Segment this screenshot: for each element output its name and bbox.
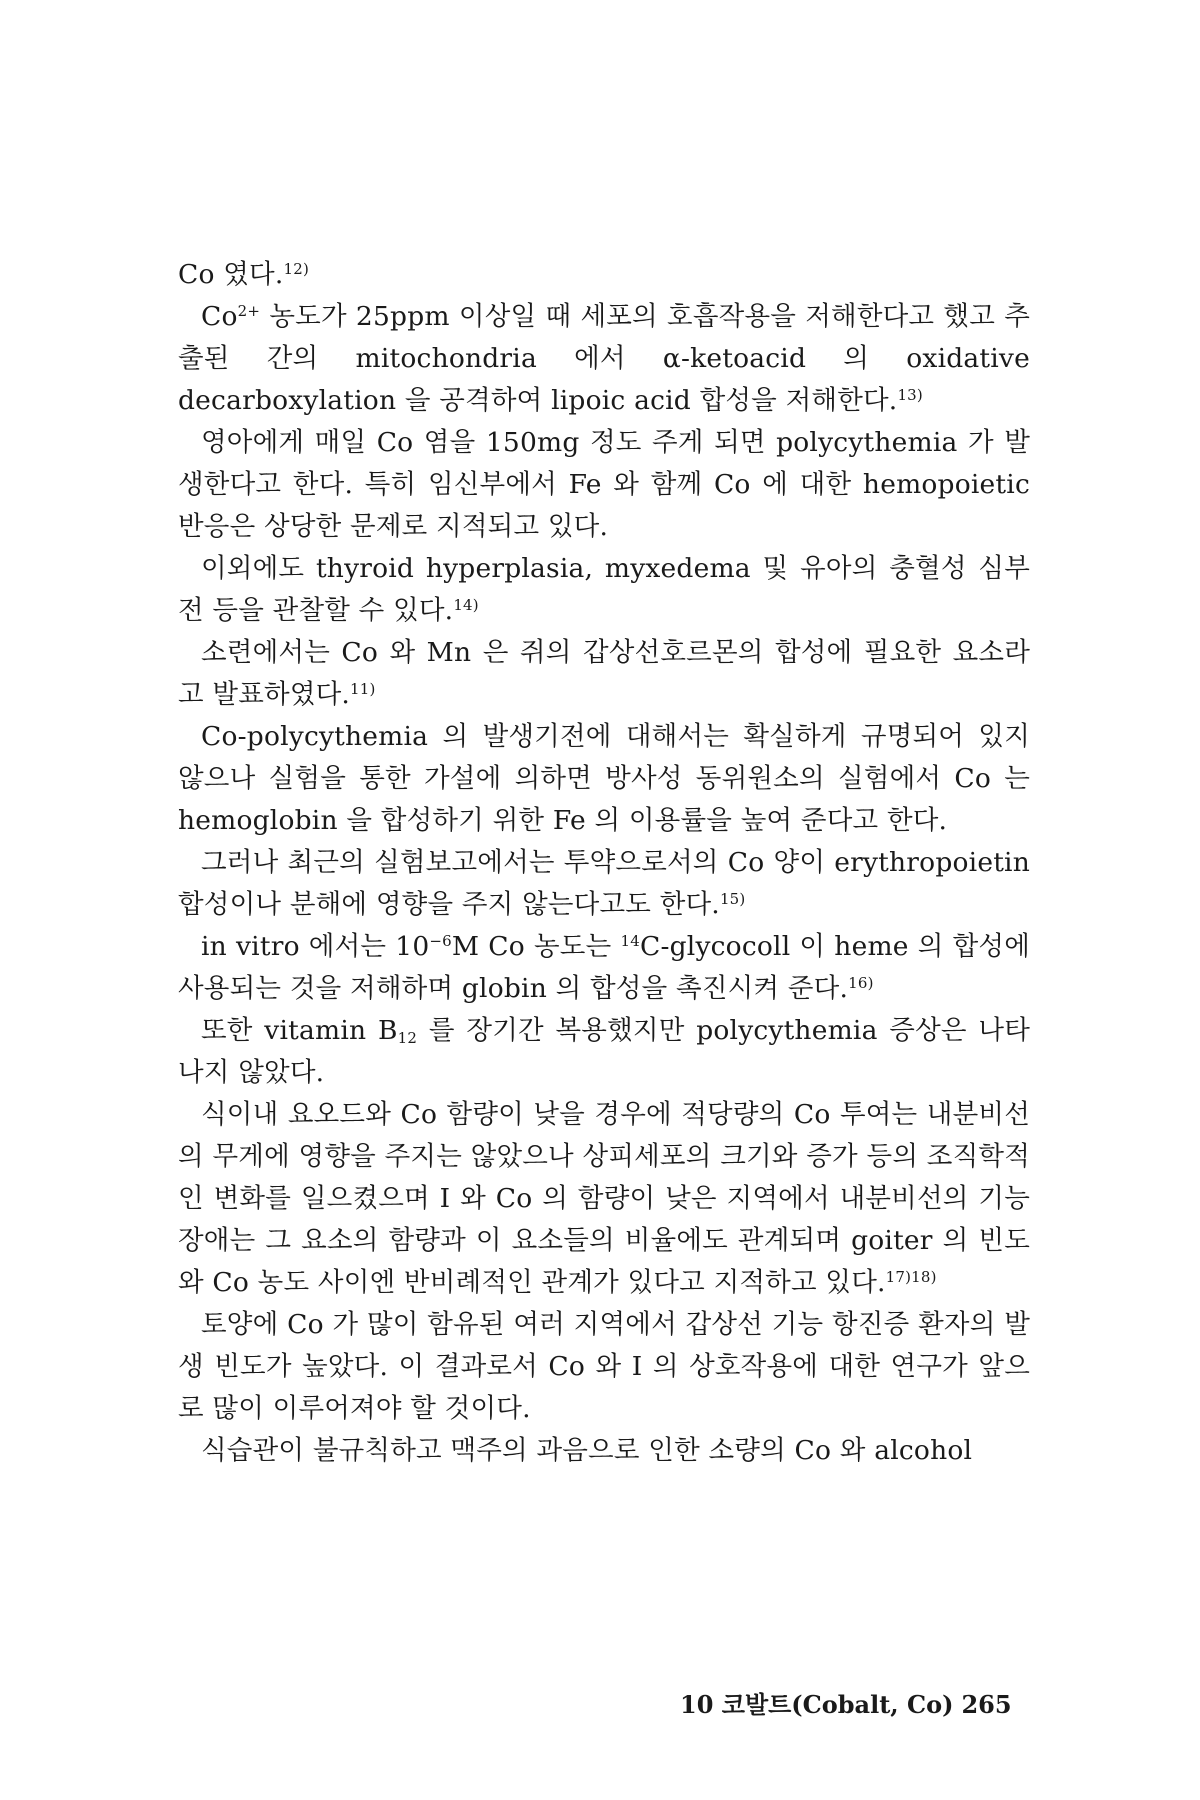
paragraph-5 — [178, 716, 1030, 842]
paragraph-7-text-c: C-glycocoll 이 heme 의 합성에 사용되는 것을 저해하며 globin 의 합성을 촉진시켜 준다. — [178, 931, 1030, 1004]
paragraph-10-text: 토양에 Co 가 많이 함유된 여러 지역에서 갑상선 기능 항진증 환자의 발생 빈도가 높았다. 이 결과로서 Co 와 I 의 상호작용에 대한 연구가 앞으로 많이 이루어져야 할 것이다. — [178, 1309, 1030, 1424]
page-body — [178, 254, 1030, 1472]
paragraph-7-text-a: in vitro 에서는 10 — [201, 931, 430, 962]
paragraph-9 — [178, 1094, 1030, 1304]
paragraph-8-text-b: 를 장기간 복용했지만 polycythemia 증상은 나타나지 않았다. — [178, 1015, 1030, 1088]
paragraph-6 — [178, 842, 1030, 926]
paragraph-0 — [178, 254, 1030, 296]
page-number: 265 — [961, 1690, 1012, 1719]
reference-15: 15) — [719, 890, 746, 908]
reference-13: 13) — [897, 386, 923, 404]
paragraph-10 — [178, 1304, 1030, 1430]
paragraph-3 — [178, 548, 1030, 632]
superscript-isotope: 14 — [620, 932, 640, 950]
page-footer — [680, 1690, 1020, 1720]
reference-14: 14) — [453, 596, 479, 614]
paragraph-7-text-b: M Co 농도는 — [451, 931, 621, 962]
paragraph-4 — [178, 632, 1030, 716]
paragraph-4-text: 소련에서는 Co 와 Mn 은 쥐의 갑상선호르몬의 합성에 필요한 요소라고 발표하였다. — [178, 637, 1030, 710]
paragraph-7 — [178, 926, 1030, 1010]
reference-17-18: 17)18) — [885, 1268, 937, 1286]
paragraph-0-text: Co 였다. — [178, 259, 284, 290]
paragraph-1-text-a: Co — [201, 301, 238, 332]
reference-16: 16) — [848, 974, 874, 992]
paragraph-2-text: 영아에게 매일 Co 염을 150mg 정도 주게 되면 polycythemia 가 발생한다고 한다. 특히 임신부에서 Fe 와 함께 Co 에 대한 hemopoietic 반응은 상당한 문제로 지적되고 있다. — [178, 427, 1030, 542]
paragraph-11 — [178, 1430, 1030, 1472]
reference-12: 12) — [283, 260, 310, 278]
paragraph-11-text: 식습관이 불규칙하고 맥주의 과음으로 인한 소량의 Co 와 alcohol — [201, 1435, 973, 1466]
paragraph-3-text: 이외에도 thyroid hyperplasia, myxedema 및 유아의 충혈성 심부전 등을 관찰할 수 있다. — [178, 553, 1030, 626]
superscript-exponent: −6 — [429, 932, 452, 950]
reference-11: 11) — [350, 680, 376, 698]
paragraph-2 — [178, 422, 1030, 548]
paragraph-1 — [178, 296, 1030, 422]
paragraph-1-text-b: 농도가 25ppm 이상일 때 세포의 호흡작용을 저해한다고 했고 추출된 간의 mitochondria 에서 α-ketoacid 의 oxidative decarboxylation 을 공격하여 lipoic acid 합성을 저해한다. — [178, 301, 1030, 416]
paragraph-8 — [178, 1010, 1030, 1094]
paragraph-9-text: 식이내 요오드와 Co 함량이 낮을 경우에 적당량의 Co 투여는 내분비선의 무게에 영향을 주지는 않았으나 상피세포의 크기와 증가 등의 조직학적인 변화를 일으켰으며 I 와 Co 의 함량이 낮은 지역에서 내분비선의 기능장애는 그 요소의 함량과 이 요소들의 비율에도 관계되며 goiter 의 빈도와 Co 농도 사이엔 반비례적인 관계가 있다고 지적하고 있다. — [178, 1099, 1030, 1298]
superscript-charge: 2+ — [237, 302, 261, 320]
paragraph-8-text-a: 또한 vitamin B — [201, 1015, 398, 1046]
paragraph-5-text: Co-polycythemia 의 발생기전에 대해서는 확실하게 규명되어 있지 않으나 실험을 통한 가설에 의하면 방사성 동위원소의 실험에서 Co 는 hemoglobin 을 합성하기 위한 Fe 의 이용률을 높여 준다고 한다. — [178, 721, 1030, 836]
paragraph-6-text: 그러나 최근의 실험보고에서는 투약으로서의 Co 양이 erythropoietin 합성이나 분해에 영향을 주지 않는다고도 한다. — [178, 847, 1030, 920]
subscript-vitamin: 12 — [397, 1029, 418, 1047]
footer-chapter-title: 10 코발트(Cobalt, Co) — [680, 1690, 954, 1719]
